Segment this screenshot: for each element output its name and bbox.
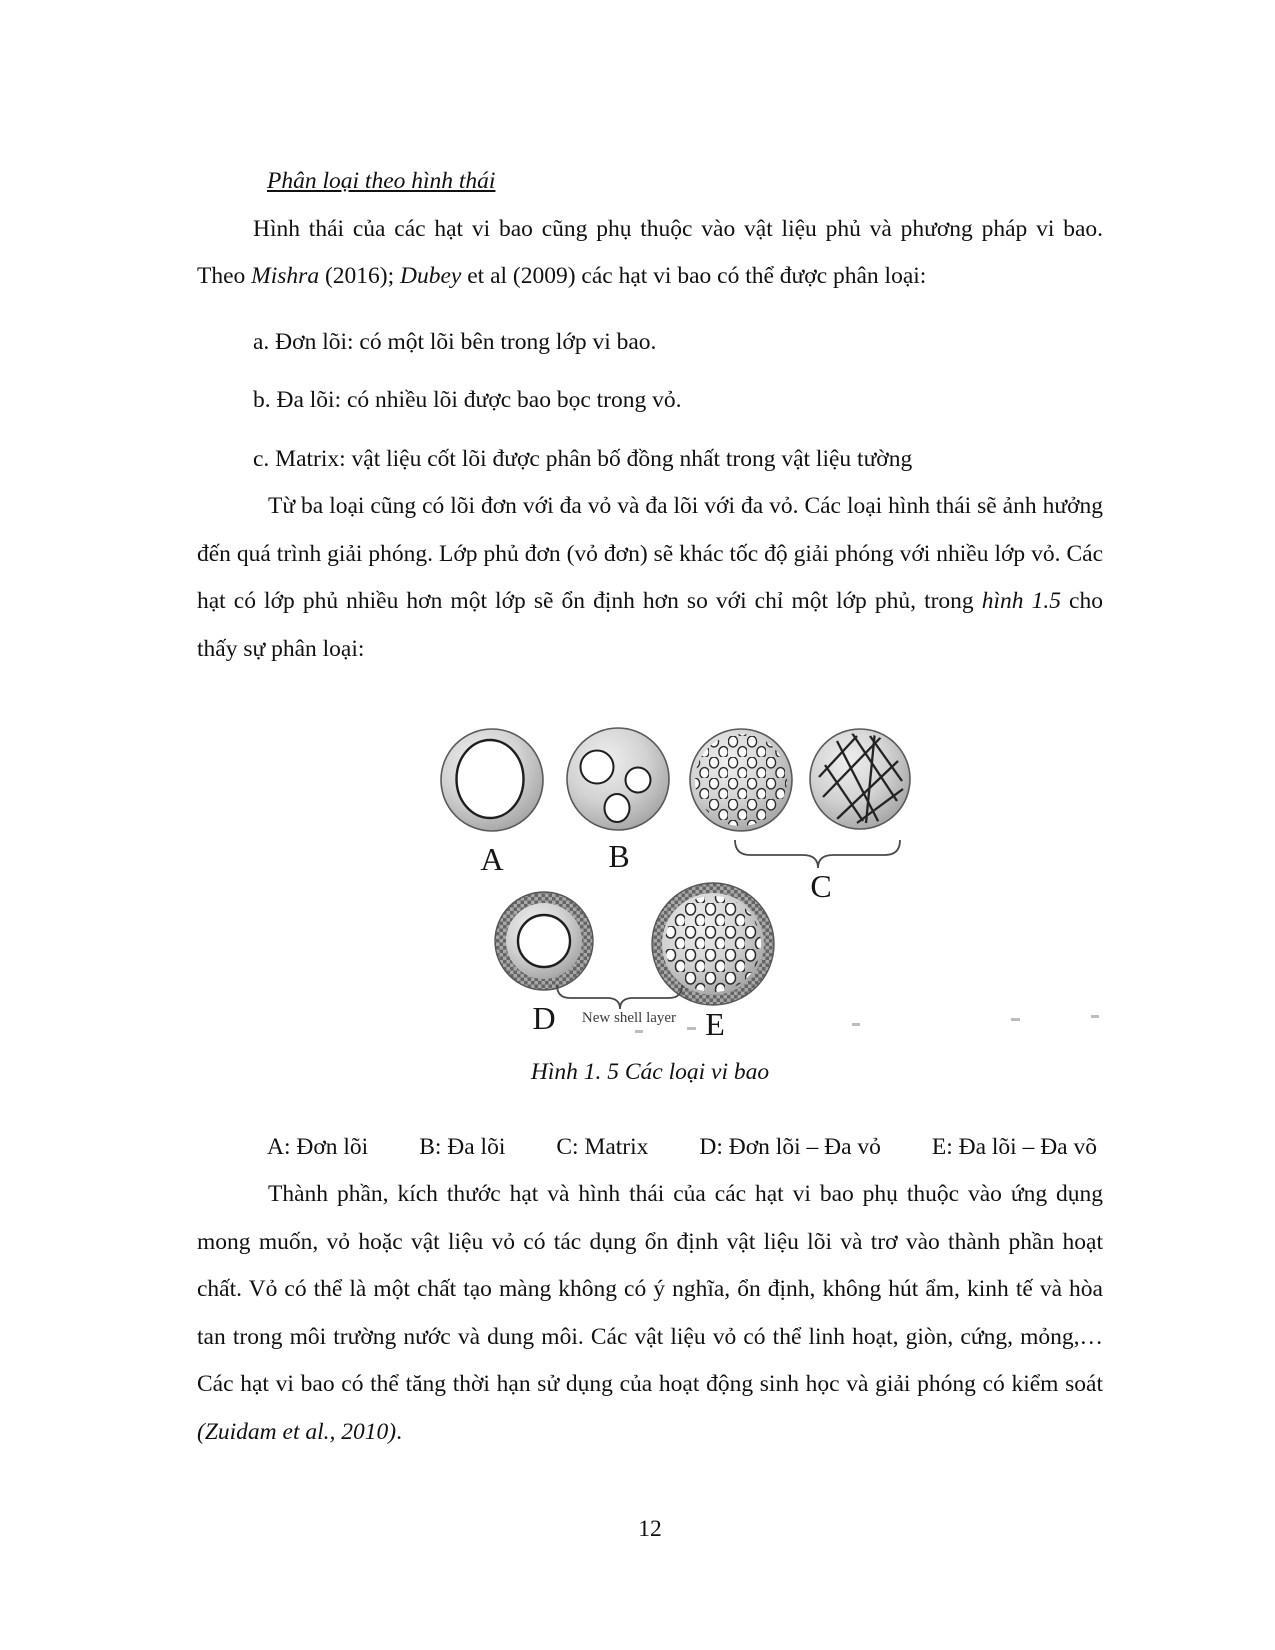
paragraph-intro-text: Hình thái của các hạt vi bao cũng phụ thuộc vào vật liệu phủ và phương pháp vi bao. Theo	[197, 215, 1103, 289]
legend-item-e: E: Đa lõi – Đa võ	[931, 1133, 1097, 1160]
capsule-d-single-core-multi-shell	[495, 892, 593, 990]
figure-label-d: D	[532, 1000, 556, 1036]
brace-c	[735, 840, 900, 868]
paragraph-intro	[197, 206, 1103, 301]
brace-new-shell	[557, 985, 682, 1009]
paragraph-types	[197, 483, 1103, 673]
capsule-c-matrix-droplets	[690, 729, 792, 831]
list-item-multi-core: b. Đa lõi: có nhiều lõi được bao bọc trong vỏ.	[253, 387, 682, 413]
legend-item-c: C: Matrix	[556, 1133, 649, 1160]
list-item-single-core: a. Đơn lõi: có một lõi bên trong lớp vi bao.	[253, 328, 657, 355]
capsule-a-single-core	[441, 729, 543, 831]
paragraph-intro-end: et al (2009) các hạt vi bao có thể được phân loại:	[461, 263, 927, 289]
figure-reference: hình 1.5	[981, 588, 1061, 614]
author-mishra: Mishra	[251, 263, 320, 289]
figure-caption: Hình 1. 5 Các loại vi bao	[530, 1059, 770, 1085]
paragraph-types-end: cho thấy sự phân loại:	[197, 588, 1103, 662]
section-heading: Phân loại theo hình thái	[267, 168, 496, 194]
citation-zuidam: (Zuidam et al., 2010)	[197, 1418, 397, 1445]
page-number: 12	[638, 1516, 662, 1542]
author-dubey: Dubey	[400, 263, 462, 289]
capsule-c-matrix-fibers	[810, 729, 910, 829]
new-shell-layer-label: New shell layer	[581, 1010, 677, 1026]
capsule-b-multi-core	[567, 728, 669, 830]
figure-label-c: C	[810, 868, 832, 904]
paragraph-types-text: Từ ba loại cũng có lõi đơn với đa vỏ và đa lõi với đa vỏ. Các loại hình thái sẽ ảnh hưởng đến quá trình giải phóng. Lớp phủ đơn (vỏ đơn) sẽ khác tốc độ giải phóng với nhiều lớp vỏ. Các hạt có lớp phủ nhiều hơn một lớp sẽ ổn định hơn so với chỉ một lớp phủ, trong	[197, 493, 1103, 614]
paragraph-composition-end: .	[396, 1418, 402, 1445]
figure-label-e: E	[705, 1006, 725, 1042]
legend-item-a: A: Đơn lõi	[267, 1133, 369, 1160]
legend-item-b: B: Đa lõi	[419, 1133, 506, 1160]
figure-image	[405, 673, 1105, 1043]
figure-label-b: B	[608, 838, 630, 874]
figure-legend	[267, 1124, 1097, 1172]
paragraph-composition	[197, 1171, 1103, 1456]
figure-label-a: A	[480, 841, 504, 877]
legend-item-d: D: Đơn lõi – Đa vỏ	[699, 1133, 881, 1160]
paragraph-composition-text: Thành phần, kích thước hạt và hình thái của các hạt vi bao phụ thuộc vào ứng dụng mong muốn, vỏ hoặc vật liệu vỏ có tác dụng ổn định vật liệu lõi và trơ vào thành phần hoạt chất. Vỏ có thể là một chất tạo màng không có ý nghĩa, ổn định, không hút ẩm, kinh tế và hòa tan trong môi trường nước và dung môi. Các vật liệu vỏ có thể linh hoạt, giòn, cứng, mỏng,…Các hạt vi bao có thể tăng thời hạn sử dụng của hoạt động sinh học và giải phóng có kiểm soát	[197, 1181, 1103, 1397]
capsule-e-multi-core-multi-shell	[652, 883, 774, 1005]
list-item-matrix: c. Matrix: vật liệu cốt lõi được phân bố đồng nhất trong vật liệu tường	[253, 445, 913, 472]
paragraph-intro-mid: (2016);	[319, 263, 401, 289]
